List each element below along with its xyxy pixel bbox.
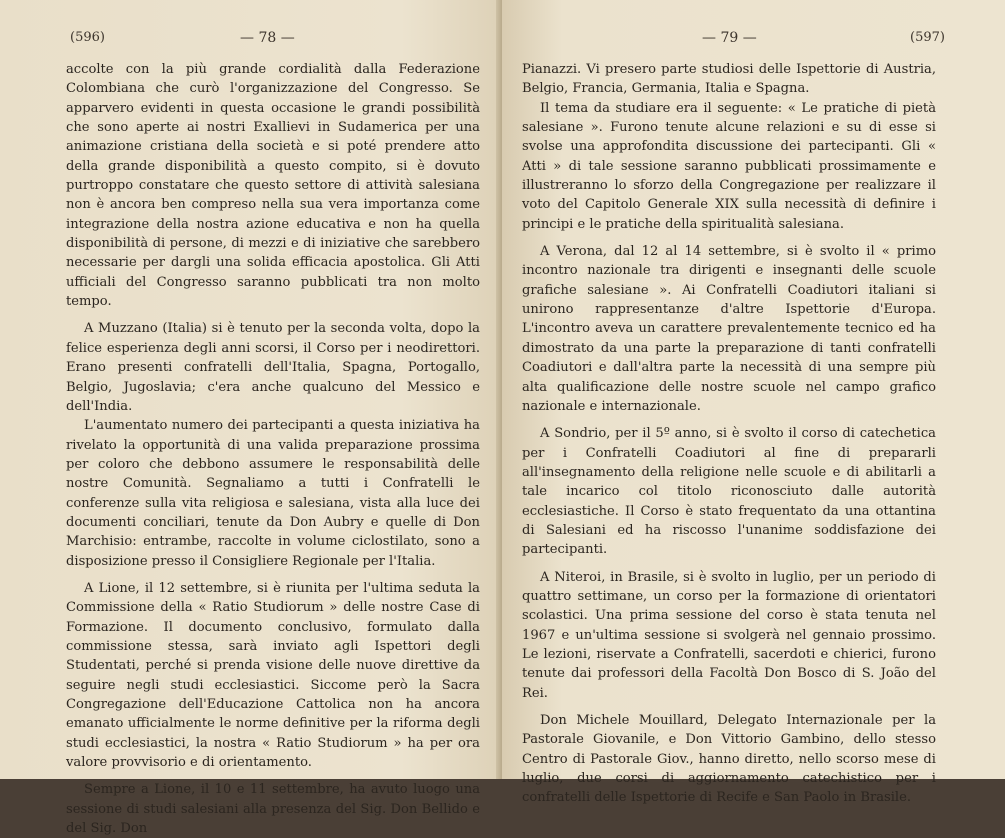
- paragraph: Il tema da studiare era il seguente: « Le pratiche di pietà salesiane ». Furono tenute alcune relazioni e su di esse si svolse una approfondita discussione dei partecipanti. Gli « Atti » di tale sessione saranno pubblicati prossimamente e illustreranno lo sforzo della Congregazione per realizzare il voto del Capitolo Generale XIX sulla necessità di definire i principi e le pratiche della spiritualità salesiana.: [522, 100, 936, 232]
- left-page-body: [66, 60, 480, 838]
- right-page: [502, 0, 1005, 806]
- paragraph: Don Michele Mouillard, Delegato Internazionale per la Pastorale Giovanile, e Don Vittorio Gambino, dello stesso Centro di Pastorale Giov., hanno diretto, nello scorso mese di luglio, due corsi di aggiornamento catechistico per i confratelli delle Ispettorie di Recife e San Paolo in Brasile.: [522, 713, 936, 806]
- paragraph: Pianazzi. Vi presero parte studiosi delle Ispettorie di Austria, Belgio, Francia, Germania, Italia e Spagna.: [522, 62, 936, 97]
- right-running-head: (597): [910, 30, 945, 45]
- left-page: [0, 0, 502, 837]
- right-page-number: — 79 —: [702, 30, 757, 46]
- paragraph: L'aumentato numero dei partecipanti a questa iniziativa ha rivelato la opportunità di una valida preparazione prossima per coloro che debbono assumere le responsabilità delle nostre Comunità. Segnaliamo a tutti i Confratelli le conferenze sulla vita religiosa e salesiana, vista alla luce dei documenti conciliari, tenute da Don Aubry e quelle di Don Marchisio: entrambe, raccolte in volume ciclostilato, sono a disposizione presso il Consigliere Regionale per l'Italia.: [66, 418, 480, 569]
- paragraph: Sempre a Lione, il 10 e 11 settembre, ha avuto luogo una sessione di studi salesiani alla presenza del Sig. Don Bellido e del Sig. Don: [66, 782, 480, 837]
- paragraph: accolte con la più grande cordialità dalla Federazione Colombiana che curò l'organizzazione del Congresso. Se apparvero evidenti in questa occasione le grandi possibilità che sono aperte ai nostri Exallievi in Sudamerica per una animazione cristiana della società e si poté prendere atto della grande disponibilità a questo compito, si è dovuto purtroppo constatare che questo settore di attività salesiana non è ancora ben compreso nella sua vera importanza come integrazione della nostra azione educativa e non ha quella disponibilità di persone, di mezzi e di iniziative che sarebbero necessarie per dargli una solida efficacia apostolica. Gli Atti ufficiali del Congresso saranno pubblicati tra non molto tempo.: [66, 62, 480, 310]
- right-page-body: [522, 60, 936, 808]
- paragraph: A Lione, il 12 settembre, si è riunita per l'ultima seduta la Commissione della « Ratio Studiorum » delle nostre Case di Formazione. Il documento conclusivo, formulato dalla commissione stessa, sarà inviato agli Ispettori degli Studentati, perché si prenda visione delle nuove direttive da seguire negli studi ecclesiastici. Siccome però la Sacra Congregazione dell'Educazione Cattolica non ha ancora emanato ufficialmente le norme definitive per la riforma degli studi ecclesiastici, la nostra « Ratio Studiorum » ha per ora valore provvisorio e di orientamento.: [66, 580, 480, 771]
- left-running-head: (596): [70, 30, 105, 45]
- paragraph: A Niteroi, in Brasile, si è svolto in luglio, per un periodo di quattro settimane, un corso per la formazione di orientatori scolastici. Una prima sessione del corso è stata tenuta nel 1967 e un'ultima sessione si svolgerà nel gennaio prossimo. Le lezioni, riservate a Confratelli, sacerdoti e chierici, furono tenute dai professori della Facoltà Don Bosco di S. João del Rei.: [522, 569, 936, 701]
- paragraph: A Muzzano (Italia) si è tenuto per la seconda volta, dopo la felice esperienza degli anni scorsi, il Corso per i neodirettori. Erano presenti confratelli dell'Italia, Spagna, Portogallo, Belgio, Jugoslavia; c'era anche qualcuno del Messico e dell'India.: [66, 321, 480, 414]
- paragraph: A Sondrio, per il 5º anno, si è svolto il corso di catechetica per i Confratelli Coadiutori al fine di prepararli all'insegnamento della religione nelle scuole e di abilitarli a tale incarico col titolo riconosciuto dalle autorità ecclesiastiche. Il Corso è stato frequentato da una ottantina di Salesiani ed ha riscosso l'unanime soddisfazione dei partecipanti.: [522, 426, 936, 558]
- paragraph: A Verona, dal 12 al 14 settembre, si è svolto il « primo incontro nazionale tra dirigenti e insegnanti delle scuole grafiche salesiane ». Ai Confratelli Coadiutori italiani si unirono rappresentanze d'altre Ispettorie d'Europa. L'incontro aveva un carattere prevalentemente tecnico ed ha dimostrato da una parte la preparazione di tanti confratelli Coadiutori e dall'altra parte la necessità di una sempre più alta qualificazione delle nostre scuole nel campo grafico nazionale e internazionale.: [522, 244, 936, 414]
- left-page-number: — 78 —: [240, 30, 295, 46]
